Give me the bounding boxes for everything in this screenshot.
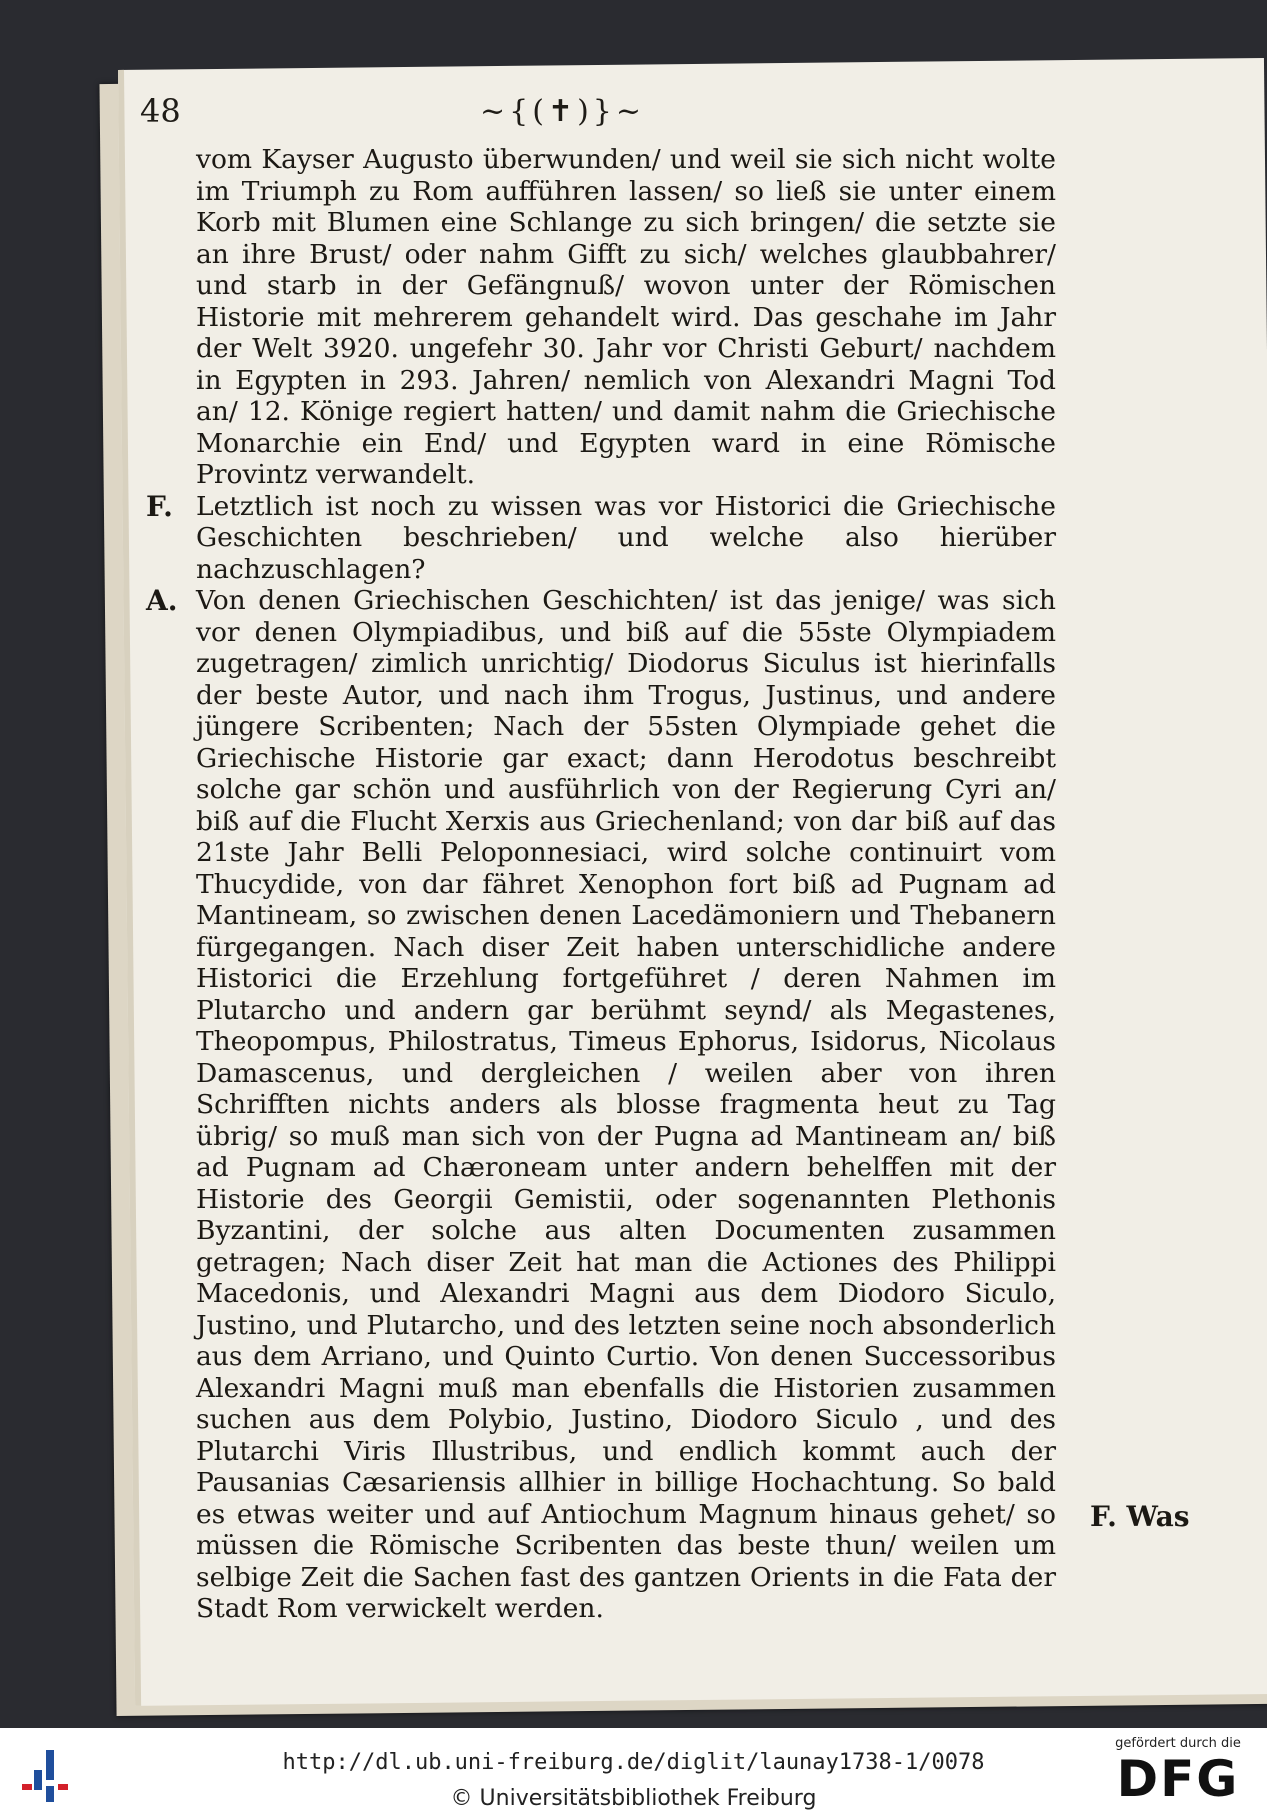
catchword: F. Was	[1090, 1500, 1190, 1533]
answer-marker: A.	[146, 584, 178, 617]
viewer-footer	[0, 1728, 1267, 1820]
funding-credit	[1103, 1736, 1253, 1807]
question-marker: F.	[146, 489, 173, 523]
paragraph-continuation	[196, 144, 1056, 491]
paragraph-question	[146, 489, 1056, 586]
dfg-logo: DFG	[1116, 1750, 1240, 1808]
page-number: 48	[140, 92, 181, 130]
copyright-notice: © Universitätsbibliothek Freiburg	[450, 1786, 817, 1811]
header-ornament: ~{(✝)}~	[480, 94, 645, 129]
paragraph-text: Von denen Griechischen Geschichten/ ist das jenige/ was sich vor denen Olympiadibus, und biß auf die 55ste Olympiadem zugetragen/ zimlich unrichtig/ Diodorus Siculus ist hierinfalls der beste Autor, und nach ihm Trogus, Justinus, und andere jüngere Scribenten; Nach der 55sten Olympiade gehet die Griechische Historie gar exact; dann Herodotus beschreibt solche gar schön und ausführlich von der Regierung Cyri an/ biß auf die Flucht Xerxis aus Griechenland; von dar biß auf das 21ste Jahr Belli Peloponnesiaci, wird solche continuirt vom Thucydide, von dar fähret Xenophon fort biß ad Pugnam ad Mantineam, so zwischen denen Lacedämoniern und Thebanern fürgegangen. Nach diser Zeit haben unterschidliche andere Historici die Erzehlung fortgeführet / deren Nahmen im Plutarcho und andern gar berühmt seynd/ als Megastenes, Theopompus, Philostratus, Timeus Ephorus, Isidorus, Nicolaus Damascenus, und dergleichen / weilen aber von ihren Schrifften nichts anders als blosse fragmenta heut zu Tag übrig/ so muß man sich von der Pugna ad Mantineam an/ biß ad Pugnam ad Chæroneam unter andern behelffen mit der Historie des Georgii Gemistii, oder sogenannten Plethonis Byzantini, der solche aus alten Documenten zusammen getragen; Nach diser Zeit hat man die Actiones des Philippi Macedonis, und Alexandri Magni aus dem Diodoro Siculo, Justino, und Plutarcho, und des letzten seine noch absonderlich aus dem Arriano, und Quinto Curtio. Von denen Successoribus Alexandri Magni muß man ebenfalls die Historien zusammen suchen aus dem Polybio, Justino, Diodoro Siculo , und des Plutarchi Viris Illustribus, und endlich kommt auch der Pausanias Cæsariensis allhier in billige Hochachtung. So bald es etwas weiter und auf Antiochum Magnum hinaus gehet/ so müssen die Römische Scribenten das beste thun/ weilen um selbige Zeit die Sachen fast des gantzen Orients in die Fata der Stadt Rom verwickelt werden.	[196, 585, 1056, 1624]
funding-note: gefördert durch die	[1115, 1736, 1241, 1751]
paragraph-text: vom Kayser Augusto überwunden/ und weil sie sich nicht wolte im Triumph zu Rom aufführen lassen/ so ließ sie unter einem Korb mit Blumen eine Schlange zu sich bringen/ die setzte sie an ihre Brust/ oder nahm Gifft zu sich/ welches glaubbahrer/ und starb in der Gefängnuß/ wovon unter der Römischen Historie mit mehrerem gehandelt wird. Das geschahe im Jahr der Welt 3920. ungefehr 30. Jahr vor Christi Geburt/ nachdem in Egypten in 293. Jahren/ nemlich von Alexandri Magni Tod an/ 12. Könige regiert hatten/ und damit nahm die Griechische Monarchie ein End/ und Egypten ward in eine Römische Provintz verwandelt.	[196, 144, 1056, 490]
page-header	[140, 92, 1060, 132]
body-text	[146, 144, 1056, 1625]
paragraph-text: Letztlich ist noch zu wissen was vor Historici die Griechische Geschichten beschrieben/ und welche also hierüber nachzuschlagen?	[196, 490, 1056, 585]
paragraph-answer	[146, 584, 1056, 1625]
permalink-url[interactable]: http://dl.ub.uni-freiburg.de/diglit/launay1738-1/0078	[282, 1750, 985, 1775]
